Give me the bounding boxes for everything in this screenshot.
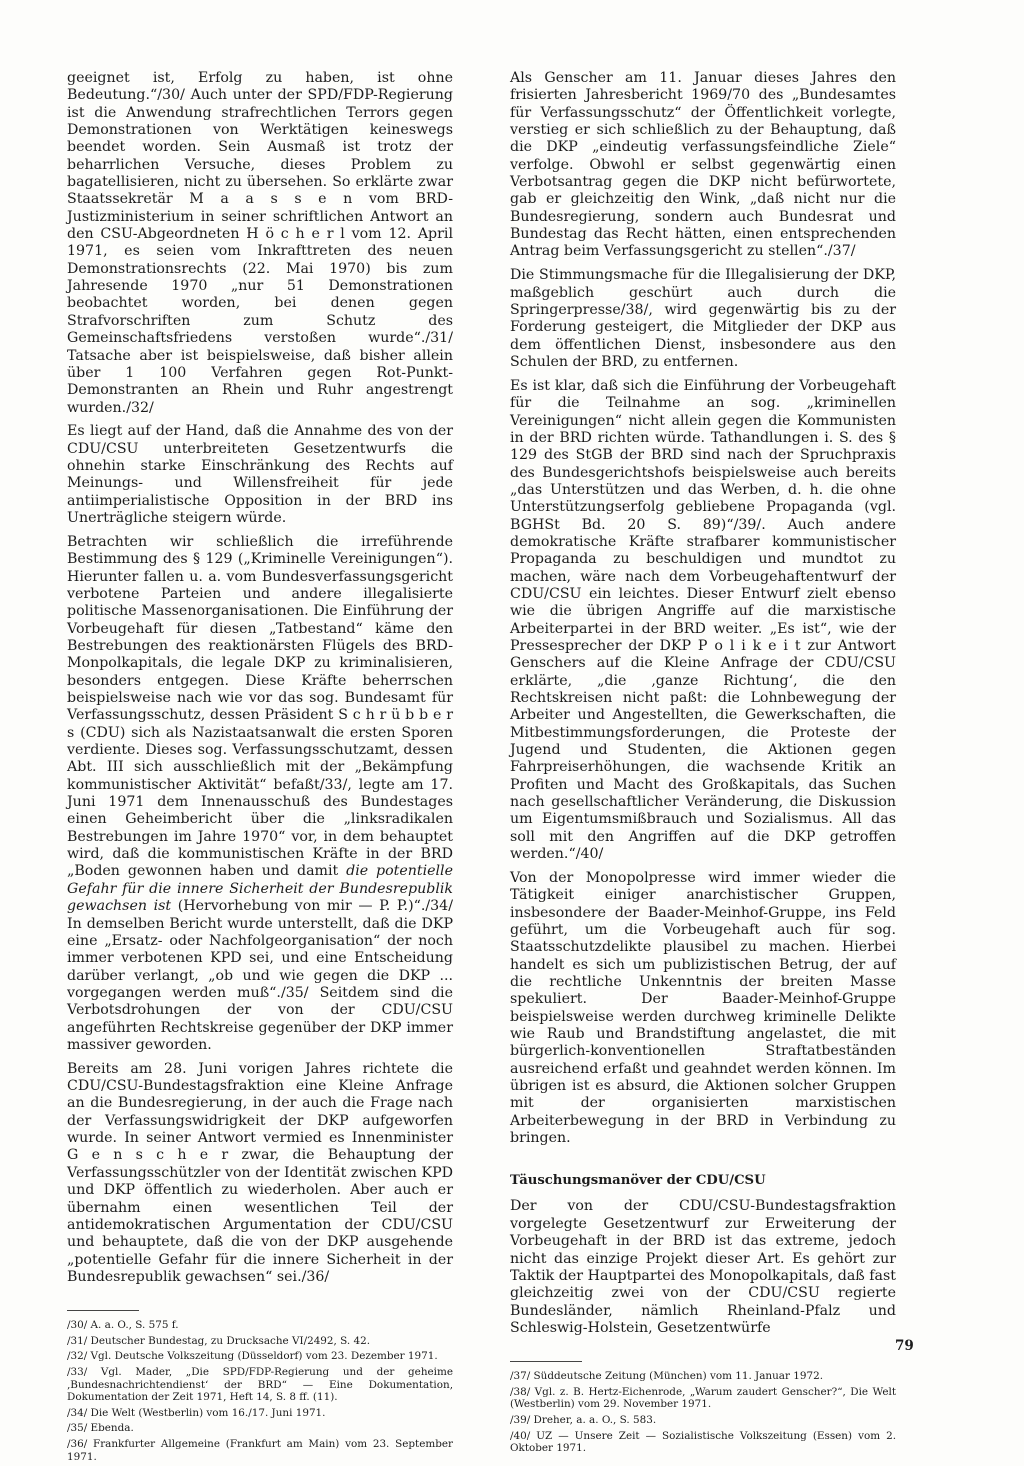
footnote: /30/ A. a. O., S. 575 f. xyxy=(67,1319,179,1332)
section-heading: Täuschungsmanöver der CDU/CSU xyxy=(510,1173,766,1189)
footnote: /37/ Süddeutsche Zeitung (München) vom 11. Januar 1972. xyxy=(510,1370,824,1383)
footnotes xyxy=(67,1319,453,1463)
paragraph: Bereits am 28. Juni vorigen Jahres richtete die CDU/CSU-Bundestagsfraktion eine Kleine Anfrage an die Bundesregierung, in der auch die Frage nach der Verfassungswidrigkeit der DKP aufgeworfen wurde. In seiner Antwort vermied es Innenminister G e n s c h e r zwar, die Behauptung der Verfassungsschützler von der Identität zwischen KPD und DKP öffentlich zu wiederholen. Aber auch er übernahm einen wesentlichen Teil der antidemokratischen Argumentation der CDU/CSU und behauptete, daß die von der DKP ausgehende „potentielle Gefahr für die innere Sicherheit in der Bundesrepublik gewachsen“ sei./36/ xyxy=(67,1060,453,1285)
paragraph: Es liegt auf der Hand, daß die Annahme des von der CDU/CSU unterbreiteten Gesetzentwurfs die ohnehin starke Einschränkung des Rechts auf Meinungs- und Willensfreiheit für jede antiimperialistische Opposition in der BRD ins Unerträgliche steigern würde. xyxy=(67,423,453,527)
paragraph: Von der Monopolpresse wird immer wieder die Tätigkeit einiger anarchistischer Gruppen, insbesondere der Baader-Meinhof-Gruppe, ins Feld geführt, um die Vorbeugehaft auch für sog. Staatsschutzdelikte plausibel zu machen. Hierbei handelt es sich um publizistischen Betrug, der auf die rechtliche Unkenntnis der breiten Masse spekuliert. Der Baader-Meinhof-Gruppe beispielsweise werden durchweg kriminelle Delikte wie Raub und Brandstiftung angelastet, die mit bürgerlich-konventionellen Straftatbeständen ausreichend erfaßt und geahndet werden können. Im übrigen ist es absurd, die Aktionen solcher Gruppen mit der organisierten marxistischen Arbeiterbewegung in der BRD in Verbindung zu bringen. xyxy=(510,869,896,1147)
footnote: /38/ Vgl. z. B. Hertz-Eichenrode, „Warum zaudert Genscher?“, Die Welt (Westberlin) vom 29. November 1971. xyxy=(510,1385,896,1411)
footnote: /35/ Ebenda. xyxy=(67,1422,134,1435)
emphasis-text: die potentielle Gefahr für die innere Sicherheit der Bundesrepublik gewachsen ist xyxy=(67,863,453,915)
paragraph: Als Genscher am 11. Januar dieses Jahres den frisierten Jahresbericht 1969/70 des „Bundesamtes für Verfassungsschutz“ der Öffentlichkeit vorlegte, verstieg er sich schließlich zu der Behauptung, daß die DKP „eindeutig verfassungsfeindliche Ziele“ verfolge. Obwohl er selbst gegenwärtig einen Verbotsantrag gegen die DKP nicht befürwortete, gab er gleichzeitig den Wink, „daß nicht nur die Bundesregierung, sondern auch Bundesrat und Bundestag das Recht hätten, einen entsprechenden Antrag beim Verfassungsgericht zu stellen“./37/ xyxy=(510,70,896,260)
footnote: /34/ Die Welt (Westberlin) vom 16./17. Juni 1971. xyxy=(67,1406,326,1419)
page-number: 79 xyxy=(895,1338,914,1354)
footnote: /36/ Frankfurter Allgemeine (Frankfurt am Main) vom 23. September 1971. xyxy=(67,1437,453,1463)
paragraph: Der von der CDU/CSU-Bundestagsfraktion vorgelegte Gesetzentwurf zur Erweiterung der Vorbeugehaft in der BRD ist das extreme, jedoch nicht das einzige Projekt dieser Art. Es gehört zur Taktik der Hauptpartei des Monopolkapitals, daß fast gleichzeitig zwei von der CDU/CSU regierte Bundesländer, nämlich Rheinland-Pfalz und Schleswig-Holstein, Gesetzentwürfe xyxy=(510,1198,896,1336)
paragraph: Es ist klar, daß sich die Einführung der Vorbeugehaft für die Teilnahme an sog. „kriminellen Vereinigungen“ nicht allein gegen die Kommunisten in der BRD richten würde. Tathandlungen i. S. des § 129 des StGB der BRD sind nach der Spruchpraxis des Bundesgerichtshofs beispielsweise auch bereits „das Unterstützen und das Werben, d. h. die ohne Unterstützungserfolg gebliebene Propaganda (vgl. BGHSt Bd. 20 S. 89)“/39/. Auch andere demokratische Kräfte strafbarer kommunistischer Propaganda zu beschuldigen und mundtot zu machen, wäre nach dem Vorbeugehaftentwurf der CDU/CSU ein leichtes. Dieser Entwurf zielt ebenso wie die übrigen Angriffe auf die marxistische Arbeiterpartei in der BRD weiter. „Es ist“, wie der Pressesprecher der DKP P o l i k e i t zur Antwort Genschers auf die Kleine Anfrage der CDU/CSU erklärte, „die ‚ganze Richtung‘, die den Rechtskreisen nicht paßt: die Lohnbewegung der Arbeiter und Angestellten, die Gewerkschaften, die Mitbestimmungsforderungen, die Proteste der Jugend und Studenten, die Aktionen gegen Fahrpreiserhöhungen, die wachsende Kritik an Profiten und Macht des Großkapitals, das Suchen nach gesellschaftlicher Veränderung, die Diskussion um Eigentumsmißbrauch und Sozialismus. All das soll mit den Angriffen auf die DKP getroffen werden.“/40/ xyxy=(510,377,896,863)
right-column xyxy=(510,70,896,1458)
footnote: /33/ Vgl. Mader, „Die SPD/FDP-Regierung und der geheime ‚Bundesnachrichtendienst‘ der BRD“ — Eine Dokumentation, Dokumentation der Zeit 1971, Heft 14, S. 8 ff. (11). xyxy=(67,1366,453,1404)
footnote-divider xyxy=(67,1310,139,1311)
paragraph: Die Stimmungsmache für die Illegalisierung der DKP, maßgeblich geschürt auch durch die Springerpresse/38/, wird gegenwärtig bis zu der Forderung gesteigert, die Mitglieder der DKP aus dem öffentlichen Dienst, insbesondere aus den Schulen der BRD, zu entfernen. xyxy=(510,267,896,370)
footnotes xyxy=(510,1370,896,1455)
paragraph: geeignet ist, Erfolg zu haben, ist ohne Bedeutung.“/30/ Auch unter der SPD/FDP-Regierung ist die Anwendung strafrechtlichen Terrors gegen Demonstrationen von Werktätigen keineswegs beendet worden. Sein Ausmaß ist trotz der beharrlichen Versuche, dieses Problem zu bagatellisieren, nicht zu übersehen. So erklärte zwar Staatssekretär M a a s s e n vom BRD-Justizministerium in seiner schriftlichen Antwort an den CSU-Abgeordneten H ö c h e r l vom 12. April 1971, es seien vom Inkrafttreten des neuen Demonstrationsrechts (22. Mai 1970) bis zum Jahresende 1970 „nur 51 Demonstrationen beobachtet worden, bei denen gegen Strafvorschriften zum Schutz des Gemeinschaftsfriedens verstoßen wurde“./31/ Tatsache aber ist beispielsweise, daß bisher allein über 1 100 Verfahren gegen Rot-Punkt-Demonstranten an Rhein und Ruhr angestrengt wurden./32/ xyxy=(67,70,453,416)
paragraph-text: (Hervorhebung von mir — P. P.)“./34/ In demselben Bericht wurde unterstellt, daß die DKP eine „Ersatz- oder Nachfolgeorganisation“ der noch immer verbotenen KPD sei, und eine Entscheidung darüber verlangt, „ob und wie gegen die DKP ... vorgegangen werden muß“./35/ Seitdem sind die Verbotsdrohungen der von der CDU/CSU angeführten Rechtskreise gegenüber der DKP immer massiver geworden. xyxy=(67,898,453,1053)
footnote: /32/ Vgl. Deutsche Volkszeitung (Düsseldorf) vom 23. Dezember 1971. xyxy=(67,1350,438,1363)
left-column xyxy=(67,70,453,1466)
footnote: /31/ Deutscher Bundestag, zu Drucksache VI/2492, S. 42. xyxy=(67,1334,371,1347)
footnote-divider xyxy=(510,1361,582,1362)
paragraph xyxy=(67,534,453,1054)
footnote: /39/ Dreher, a. a. O., S. 583. xyxy=(510,1414,657,1426)
footnote: /40/ UZ — Unsere Zeit — Sozialistische Volkszeitung (Essen) vom 2. Oktober 1971. xyxy=(510,1429,896,1455)
paragraph-text: Betrachten wir schließlich die irreführende Bestimmung des § 129 („Kriminelle Vereinigungen“). Hierunter fallen u. a. vom Bundesverfassungsgericht verbotene Parteien und andere illegalisierte politische Massenorganisationen. Die Einführung der Vorbeugehaft für diesen „Tatbestand“ käme den Bestrebungen des reaktionärsten Flügels des BRD-Monpolkapitals, die legale DKP zu kriminalisieren, besonders entgegen. Diese Kräfte beherrschen beispielsweise nach wie vor das sog. Bundesamt für Verfassungsschutz, dessen Präsident S c h r ü b b e r s (CDU) sich als Nazistaatsanwalt die ersten Sporen verdiente. Dieses sog. Verfassungsschutzamt, dessen Abt. III sich ausschließlich mit der „Bekämpfung kommunistischer Aktivität“ befaßt/33/, legte am 17. Juni 1971 dem Innenausschuß des Bundestages einen Geheimbericht über die „linksradikalen Bestrebungen im Jahre 1970“ vor, in dem behauptet wird, daß die kommunistischen Kräfte in der BRD „Boden gewonnen haben und damit xyxy=(67,533,453,880)
